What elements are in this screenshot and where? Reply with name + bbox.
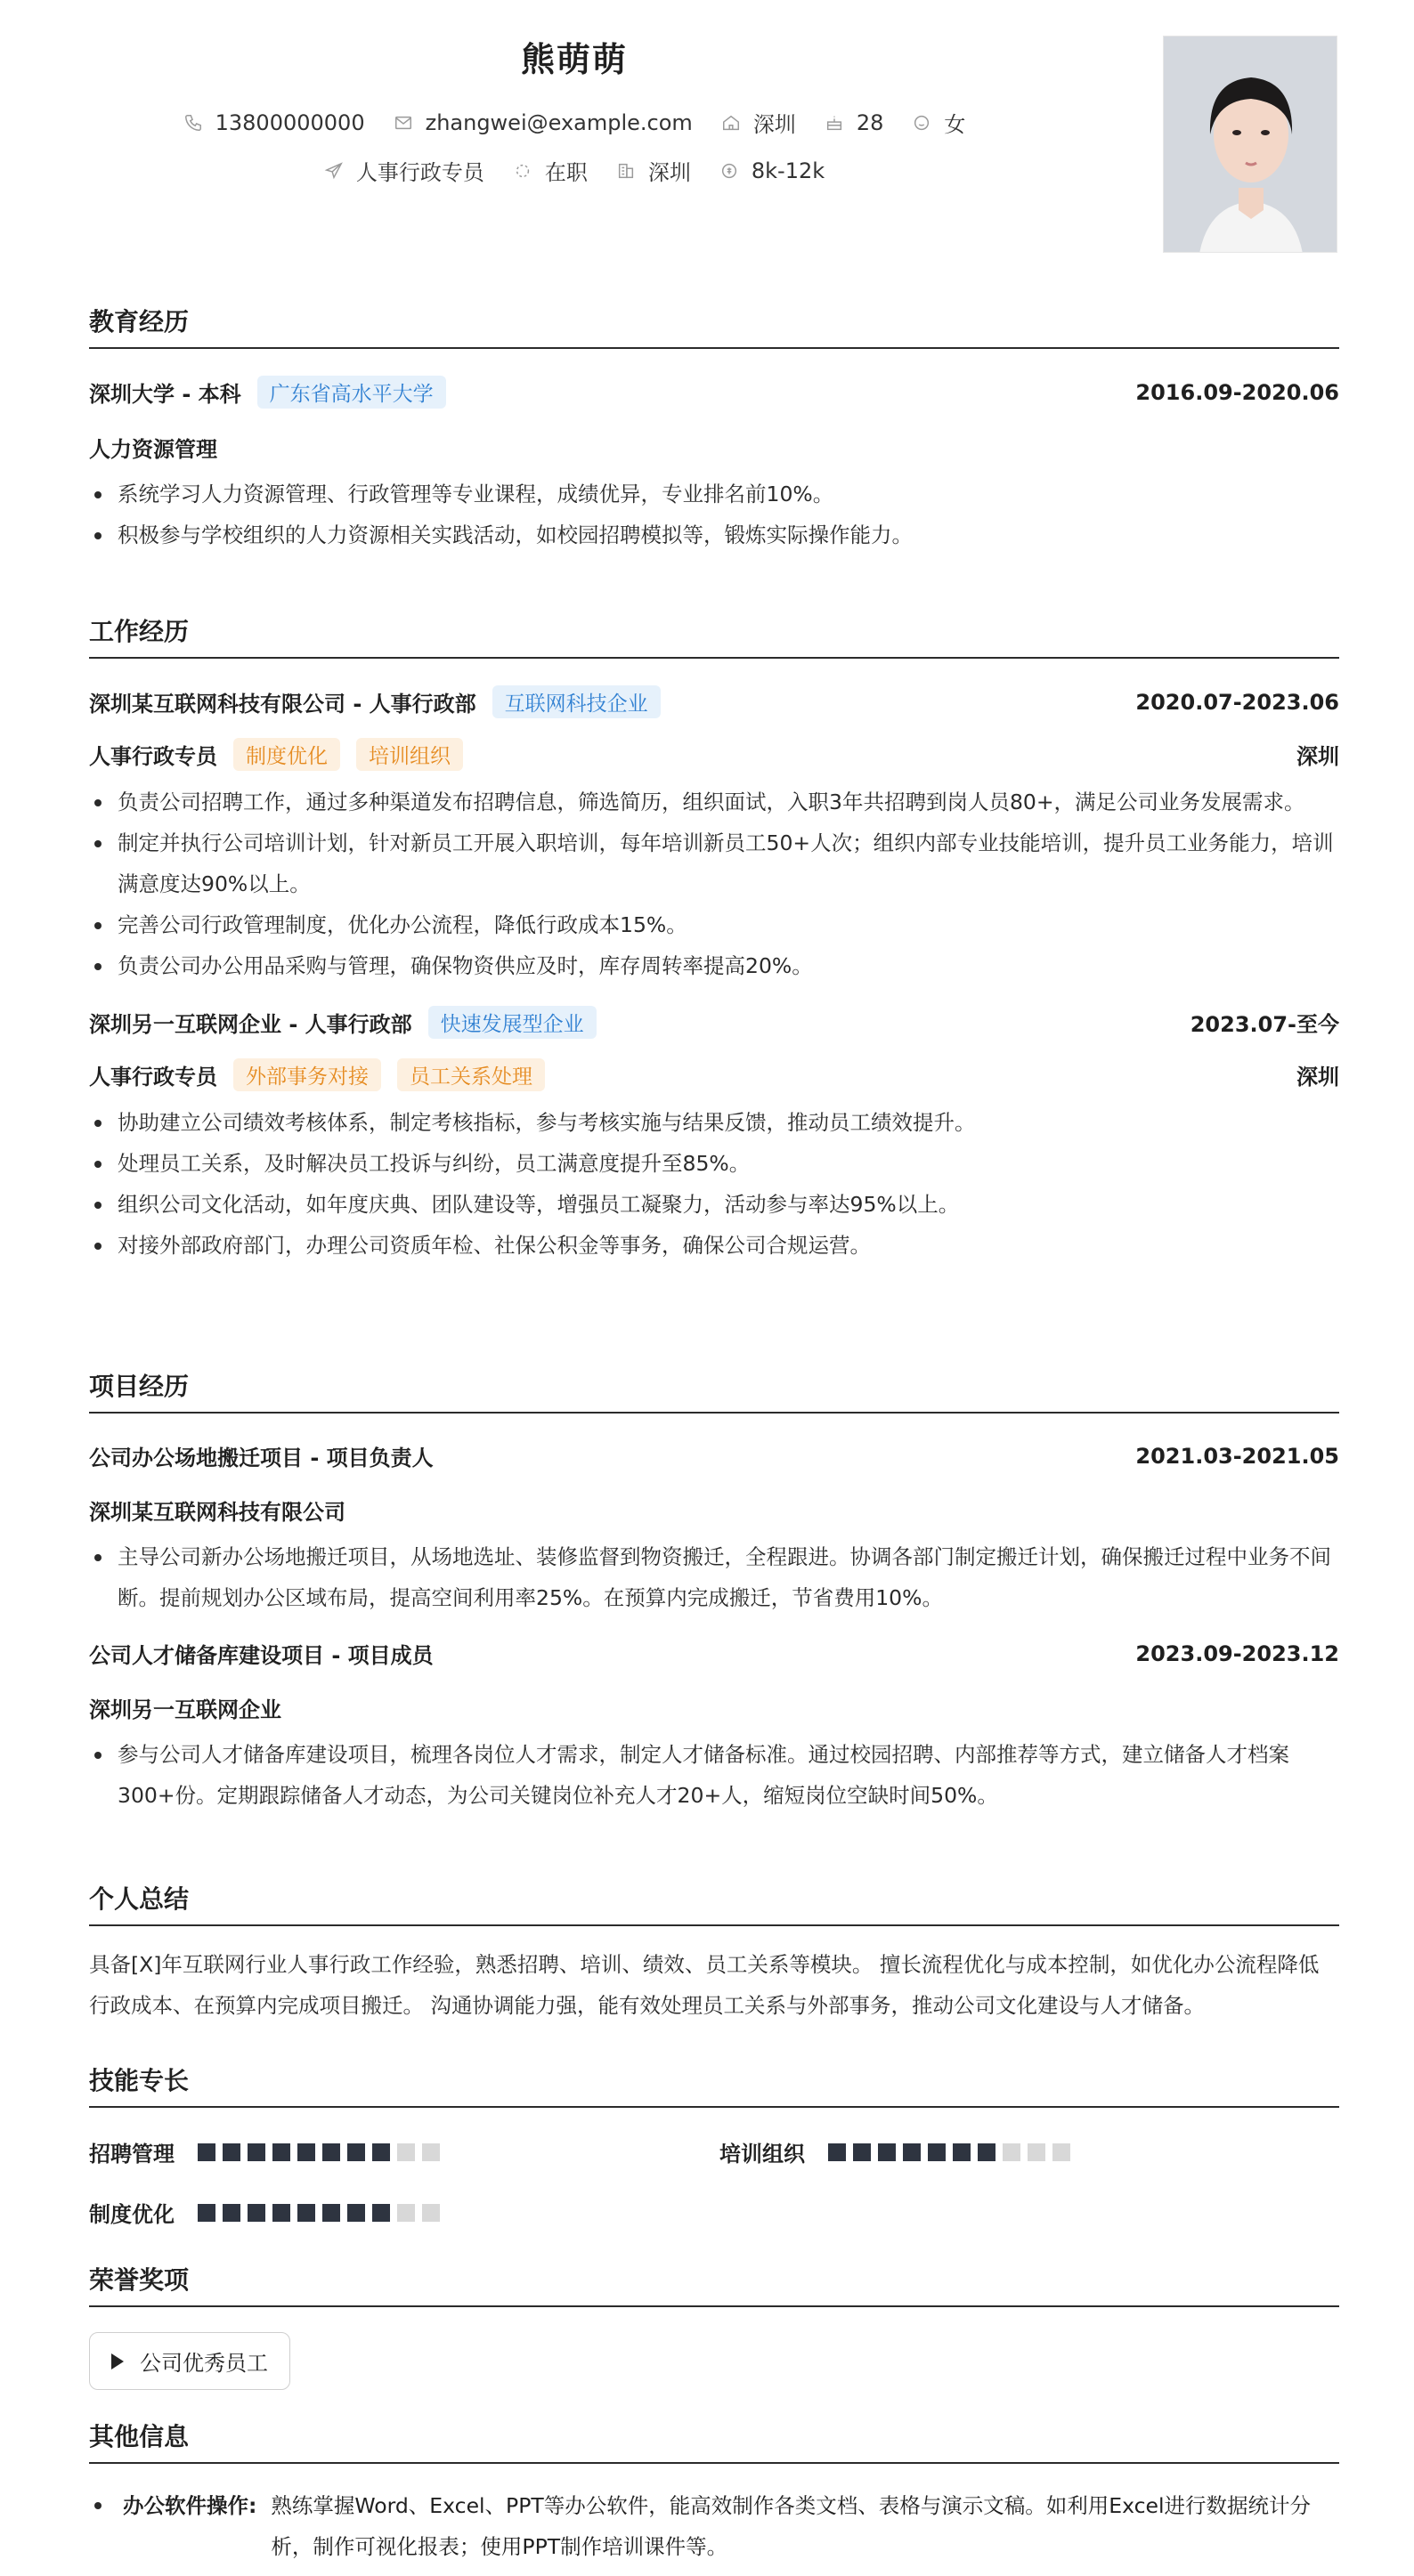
salary-item [719, 158, 825, 183]
work-section [89, 612, 1339, 1266]
job-2-role-row [89, 1058, 1339, 1091]
job-1-company: 深圳某互联网科技有限公司 - 人事行政部 [89, 692, 476, 717]
skill-box-filled [297, 2204, 315, 2222]
phone-icon [183, 113, 203, 133]
target-city-item [616, 155, 691, 186]
award-label: 公司优秀员工 [140, 2351, 268, 2376]
list-item: 处理员工关系，及时解决员工投诉与纠纷，员工满意度提升至85%。 [89, 1143, 1339, 1184]
skill-box-filled [347, 2143, 365, 2161]
job-1-role: 人事行政专员 [89, 744, 217, 769]
bullet-dot [94, 2502, 102, 2509]
skill-box-filled [928, 2143, 946, 2161]
project-1-period: 2021.03-2021.05 [1135, 1443, 1339, 1469]
skill-box-filled [953, 2143, 971, 2161]
education-period: 2016.09-2020.06 [1135, 379, 1339, 405]
list-item: 对接外部政府部门，办理公司资质年检、社保公积金等事务，确保公司合规运营。 [89, 1225, 1339, 1266]
list-item: 主导公司新办公场地搬迁项目，从场地选址、装修监督到物资搬迁，全程跟进。协调各部门制定搬迁计划，确保搬迁过程中业务不间断。提前规划办公区域布局，提高空间利用率25%。在预算内完成搬迁，节省费用10%。 [89, 1536, 1339, 1618]
project-1-bullets [89, 1536, 1339, 1618]
job-2-skill-tag: 外部事务对接 [233, 1058, 381, 1091]
work-title: 工作经历 [89, 612, 1339, 659]
job-2-city: 深圳 [1296, 1065, 1339, 1090]
job-1-company-tag: 互联网科技企业 [492, 685, 661, 718]
award-item[interactable] [89, 2332, 290, 2390]
project-2-header-row [89, 1638, 1339, 1669]
other-item-office [89, 2485, 1339, 2567]
school-name: 深圳大学 - 本科 [89, 382, 241, 407]
play-icon [111, 2353, 124, 2369]
job-2-bullets [89, 1102, 1339, 1266]
skill-box-filled [372, 2143, 390, 2161]
list-item: 负责公司办公用品采购与管理，确保物资供应及时，库存周转率提高20%。 [89, 945, 1339, 986]
skill-level-meter [828, 2143, 1077, 2161]
salary-text: 8k-12k [751, 158, 825, 183]
status-text: 在职 [544, 160, 588, 185]
skill-box-empty [1028, 2143, 1045, 2161]
skill-box-empty [397, 2204, 415, 2222]
skill-box-filled [223, 2143, 240, 2161]
job-intent-row [0, 155, 1149, 186]
job-1-bullets [89, 782, 1339, 986]
summary-text: 具备[X]年互联网行业人事行政工作经验，熟悉招聘、培训、绩效、员工关系等模块。 擅长流程优化与成本控制，如优化办公流程降低行政成本、在预算内完成项目搬迁。 沟通协调能力强，能有效处理员工关系与外部事务，推动公司文化建设与人才储备。 [89, 1952, 1320, 2018]
skill-box-filled [248, 2204, 265, 2222]
education-header-row [89, 376, 1339, 409]
list-item: 组织公司文化活动，如年度庆典、团队建设等，增强员工凝聚力，活动参与率达95%以上。 [89, 1184, 1339, 1225]
portrait-illustration [1164, 36, 1337, 253]
candidate-name: 熊萌萌 [520, 40, 628, 79]
skill-box-empty [422, 2204, 440, 2222]
project-1-header-row [89, 1440, 1339, 1471]
skill-box-filled [223, 2204, 240, 2222]
job-2-company-tag: 快速发展型企业 [428, 1006, 597, 1039]
project-1-name: 公司办公场地搬迁项目 - 项目负责人 [89, 1446, 434, 1470]
skill-box-filled [903, 2143, 921, 2161]
skill-level-meter [198, 2143, 447, 2161]
education-section [89, 303, 1339, 555]
project-2-bullets [89, 1734, 1339, 1816]
list-item: 负责公司招聘工作，通过多种渠道发布招聘信息，筛选简历，组织面试，入职3年共招聘到岗人员80+，满足公司业务发展需求。 [89, 782, 1339, 822]
skill-box-empty [397, 2143, 415, 2161]
skill-box-filled [272, 2143, 290, 2161]
email-item [394, 110, 693, 135]
job-1-city: 深圳 [1296, 744, 1339, 769]
skill-box-filled [853, 2143, 871, 2161]
list-item: 制定并执行公司培训计划，针对新员工开展入职培训，每年培训新员工50+人次；组织内部专业技能培训，提升员工业务能力，培训满意度达90%以上。 [89, 822, 1339, 904]
mail-icon [394, 113, 413, 133]
job-2-period: 2023.07-至今 [1190, 1012, 1339, 1037]
skills-title: 技能专长 [89, 2062, 1339, 2108]
major-name: 人力资源管理 [89, 437, 217, 462]
list-item: 积极参与学校组织的人力资源相关实践活动，如校园招聘模拟等，锻炼实际操作能力。 [89, 514, 1339, 555]
job-2-company: 深圳另一互联网企业 - 人事行政部 [89, 1012, 412, 1037]
awards-title: 荣誉奖项 [89, 2261, 1339, 2307]
project-2-name: 公司人才储备库建设项目 - 项目成员 [89, 1643, 434, 1668]
contact-row [0, 107, 1149, 138]
education-title: 教育经历 [89, 303, 1339, 349]
coin-icon [719, 161, 739, 181]
skill-box-empty [1003, 2143, 1020, 2161]
other-section [89, 2418, 1339, 2464]
position-item [324, 155, 484, 186]
skill-policy [89, 2197, 447, 2228]
skill-box-empty [1052, 2143, 1070, 2161]
skill-box-filled [878, 2143, 896, 2161]
job-1-role-row [89, 738, 1339, 771]
other-title: 其他信息 [89, 2418, 1339, 2464]
skill-box-filled [272, 2204, 290, 2222]
skill-box-filled [297, 2143, 315, 2161]
skill-box-empty [422, 2143, 440, 2161]
summary-section [89, 1880, 1339, 2026]
skill-name: 招聘管理 [89, 2142, 175, 2167]
age-item [825, 110, 884, 135]
skill-name: 培训组织 [719, 2142, 805, 2167]
target-city-text: 深圳 [647, 160, 691, 185]
location-text: 深圳 [752, 112, 796, 137]
skill-box-filled [978, 2143, 995, 2161]
location-item [721, 107, 796, 138]
projects-section [89, 1367, 1339, 1816]
education-bullets [89, 474, 1339, 555]
phone-text: 13800000000 [215, 109, 365, 135]
skill-box-filled [198, 2143, 215, 2161]
job-1-header-row [89, 685, 1339, 718]
skill-box-filled [372, 2204, 390, 2222]
project-1-org: 深圳某互联网科技有限公司 [89, 1500, 345, 1525]
gender-item [912, 107, 965, 138]
skill-box-filled [347, 2204, 365, 2222]
summary-title: 个人总结 [89, 1880, 1339, 1926]
project-2-org: 深圳另一互联网企业 [89, 1697, 281, 1722]
school-tag: 广东省高水平大学 [257, 376, 446, 409]
position-text: 人事行政专员 [355, 160, 484, 185]
list-item: 系统学习人力资源管理、行政管理等专业课程，成绩优异，专业排名前10%。 [89, 474, 1339, 514]
status-item [513, 155, 588, 186]
profile-photo [1163, 36, 1337, 253]
age-text: 28 [856, 109, 884, 135]
skill-box-filled [248, 2143, 265, 2161]
skill-box-filled [828, 2143, 846, 2161]
list-item: 参与公司人才储备库建设项目，梳理各岗位人才需求，制定人才储备标准。通过校园招聘、内部推荐等方式，建立储备人才档案300+份。定期跟踪储备人才动态，为公司关键岗位补充人才20+人，缩短岗位空缺时间50%。 [89, 1734, 1339, 1816]
skill-training [719, 2136, 1077, 2167]
skill-recruiting [89, 2136, 447, 2167]
list-item: 协助建立公司绩效考核体系，制定考核指标，参与考核实施与结果反馈，推动员工绩效提升。 [89, 1102, 1339, 1143]
cake-icon [825, 113, 844, 133]
skill-box-filled [322, 2204, 340, 2222]
job-2-header-row [89, 1006, 1339, 1039]
list-item: 完善公司行政管理制度，优化办公流程，降低行政成本15%。 [89, 904, 1339, 945]
skill-box-filled [322, 2143, 340, 2161]
job-2-skill-tag: 员工关系处理 [397, 1058, 545, 1091]
skill-name: 制度优化 [89, 2202, 175, 2227]
skill-level-meter [198, 2204, 447, 2222]
other-item-label: 办公软件操作: [123, 2493, 257, 2518]
email-text: zhangwei@example.com [425, 109, 693, 135]
other-item-text: 熟练掌握Word、Excel、PPT等办公软件，能高效制作各类文档、表格与演示文稿。如利用Excel进行数据统计分析，制作可视化报表；使用PPT制作培训课件等。 [271, 2493, 1312, 2559]
projects-title: 项目经历 [89, 1367, 1339, 1414]
job-1-skill-tag: 培训组织 [356, 738, 463, 771]
skill-box-filled [198, 2204, 215, 2222]
face-icon [912, 113, 931, 133]
loading-icon [513, 161, 532, 181]
project-2-period: 2023.09-2023.12 [1135, 1640, 1339, 1666]
job-2-role: 人事行政专员 [89, 1065, 217, 1090]
home-icon [721, 113, 741, 133]
building-icon [616, 161, 636, 181]
job-1-period: 2020.07-2023.06 [1135, 689, 1339, 715]
skills-section [89, 2062, 1339, 2108]
awards-section [89, 2261, 1339, 2307]
job-1-skill-tag: 制度优化 [233, 738, 340, 771]
send-icon [324, 161, 344, 181]
phone-item [183, 110, 365, 135]
gender-text: 女 [944, 112, 966, 137]
